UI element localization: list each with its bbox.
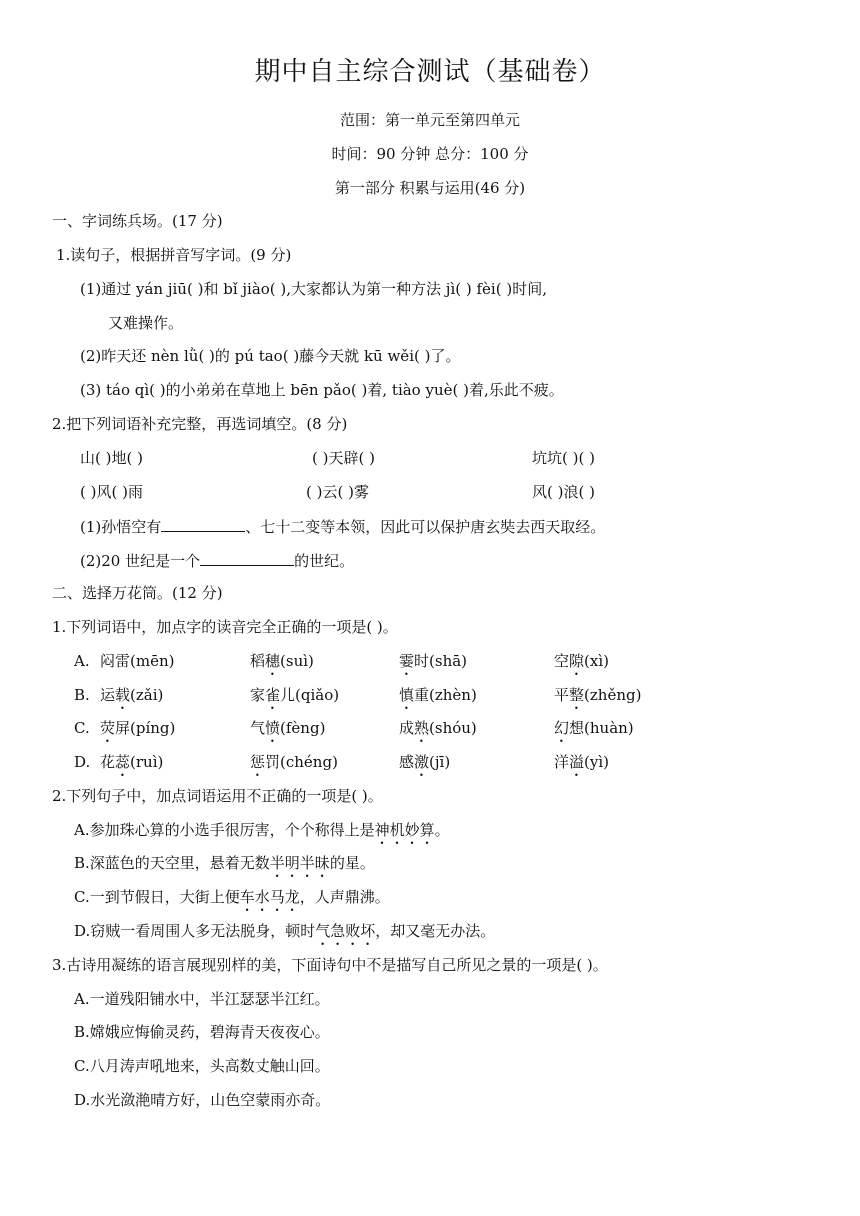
idiom-blank: ( )天辟( ) bbox=[312, 449, 375, 467]
poem-option: A.一道残阳铺水中，半江瑟瑟半江红。 bbox=[74, 990, 330, 1008]
pronunciation-item: 闷雷(mēn) bbox=[100, 652, 175, 670]
dotted-char: 激 bbox=[414, 753, 430, 771]
pronunciation-item: 空隙(xì) bbox=[554, 652, 609, 670]
q1-line-1: (1)通过 yán jiū( )和 bǐ jiào( ),大家都认为第一种方法 jì( ) fèi( )时间, bbox=[80, 280, 547, 298]
page-title: 期中自主综合测试（基础卷） bbox=[254, 57, 606, 87]
q1-line-3: (3) táo qì( )的小弟弟在草地上 bēn pǎo( )着, tiào yuè( )着,乐此不疲。 bbox=[80, 381, 564, 399]
dotted-char: 慎 bbox=[399, 686, 415, 704]
option-label: D. bbox=[74, 753, 91, 771]
pronunciation-item: 幻想(huàn) bbox=[554, 719, 634, 737]
pronunciation-item: 稻穗(suì) bbox=[250, 652, 314, 670]
q1-line-1-cont: 又难操作。 bbox=[108, 314, 184, 332]
dotted-char: 雀 bbox=[265, 686, 281, 704]
dotted-char: 整 bbox=[569, 686, 585, 704]
poem-option: B.嫦娥应悔偷灵药，碧海青天夜夜心。 bbox=[74, 1023, 330, 1041]
dotted-word: 半明半昧 bbox=[269, 854, 330, 872]
poem-option: C.八月涛声吼地来，头高数丈触山回。 bbox=[74, 1057, 330, 1075]
pronunciation-item: 运载(zǎi) bbox=[100, 686, 164, 704]
choice-3-stem: 3.古诗用凝练的语言展现别样的美，下面诗句中不是描写自己所见之景的一项是( )。 bbox=[52, 956, 608, 974]
pronunciation-item: 成熟(shóu) bbox=[399, 719, 477, 737]
usage-option: A.参加珠心算的小选手很厉害，个个称得上是神机妙算。 bbox=[74, 821, 450, 839]
dotted-char: 熟 bbox=[414, 719, 430, 737]
part-heading: 第一部分 积累与运用(46 分) bbox=[334, 179, 526, 197]
usage-option: C.一到节假日，大街上便车水马龙，人声鼎沸。 bbox=[74, 888, 390, 906]
pronunciation-item: 家雀儿(qiǎo) bbox=[250, 686, 340, 704]
q1-line-2: (2)昨天还 nèn lǜ( )的 pú tao( )藤今天就 kū wěi( )了。 bbox=[80, 347, 461, 365]
dotted-word: 车水马龙 bbox=[239, 888, 300, 906]
pronunciation-item: 霎时(shā) bbox=[399, 652, 468, 670]
idiom-blank: ( )风( )雨 bbox=[80, 483, 143, 501]
fill-line-1 bbox=[80, 515, 605, 537]
dotted-char: 惩 bbox=[250, 753, 266, 771]
idiom-blank: 坑坑( )( ) bbox=[532, 449, 595, 467]
question-2-stem: 2.把下列词语补充完整，再选词填空。(8 分) bbox=[52, 415, 348, 433]
dotted-word: 神机妙算 bbox=[374, 821, 435, 839]
dotted-char: 幻 bbox=[554, 719, 570, 737]
pronunciation-item: 感激(jī) bbox=[399, 753, 451, 771]
option-label: C. bbox=[74, 719, 90, 737]
scope-line: 范围：第一单元至第四单元 bbox=[339, 111, 520, 129]
fill-text: (2)20 世纪是一个 bbox=[80, 552, 201, 570]
fill-line-2 bbox=[80, 549, 354, 571]
dotted-char: 蕊 bbox=[115, 753, 131, 771]
option-label: B. bbox=[74, 686, 90, 704]
dotted-char: 载 bbox=[115, 686, 131, 704]
usage-option: B.深蓝色的天空里，悬着无数半明半昧的星。 bbox=[74, 854, 375, 872]
choice-2-stem: 2.下列句子中，加点词语运用不正确的一项是( )。 bbox=[52, 787, 383, 805]
section-1-heading: 一、字词练兵场。(17 分) bbox=[52, 212, 223, 230]
fill-text: (1)孙悟空有 bbox=[80, 518, 162, 536]
answer-blank[interactable] bbox=[161, 515, 245, 532]
pronunciation-item: 气愤(fèng) bbox=[250, 719, 326, 737]
dotted-word: 气急败坏 bbox=[315, 922, 376, 940]
pronunciation-item: 惩罚(chéng) bbox=[250, 753, 338, 771]
question-1-stem: 1.读句子，根据拼音写字词。(9 分) bbox=[56, 246, 292, 264]
idiom-blank: 风( )浪( ) bbox=[532, 483, 595, 501]
answer-blank[interactable] bbox=[200, 549, 294, 566]
option-label: A. bbox=[74, 652, 90, 670]
dotted-char: 溢 bbox=[569, 753, 585, 771]
pronunciation-item: 平整(zhěng) bbox=[554, 686, 642, 704]
choice-1-stem: 1.下列词语中，加点字的读音完全正确的一项是( )。 bbox=[52, 618, 398, 636]
pronunciation-item: 花蕊(ruì) bbox=[100, 753, 164, 771]
dotted-char: 荧 bbox=[100, 719, 116, 737]
dotted-char: 隙 bbox=[569, 652, 585, 670]
fill-text: 、七十二变等本领，因此可以保护唐玄奘去西天取经。 bbox=[245, 518, 606, 536]
pronunciation-item: 慎重(zhèn) bbox=[399, 686, 477, 704]
fill-text: 的世纪。 bbox=[294, 552, 355, 570]
dotted-char: 穗 bbox=[265, 652, 281, 670]
dotted-char: 霎 bbox=[399, 652, 415, 670]
usage-option: D.窃贼一看周围人多无法脱身，顿时气急败坏，却又毫无办法。 bbox=[74, 922, 496, 940]
idiom-blank: 山( )地( ) bbox=[80, 449, 143, 467]
time-line: 时间：90 分钟 总分：100 分 bbox=[331, 145, 529, 163]
idiom-blank: ( )云( )雾 bbox=[306, 483, 369, 501]
section-2-heading: 二、选择万花筒。(12 分) bbox=[52, 584, 223, 602]
pronunciation-item: 洋溢(yì) bbox=[554, 753, 610, 771]
poem-option: D.水光潋滟晴方好，山色空蒙雨亦奇。 bbox=[74, 1091, 331, 1109]
pronunciation-item: 荧屏(píng) bbox=[100, 719, 176, 737]
dotted-char: 愤 bbox=[265, 719, 281, 737]
